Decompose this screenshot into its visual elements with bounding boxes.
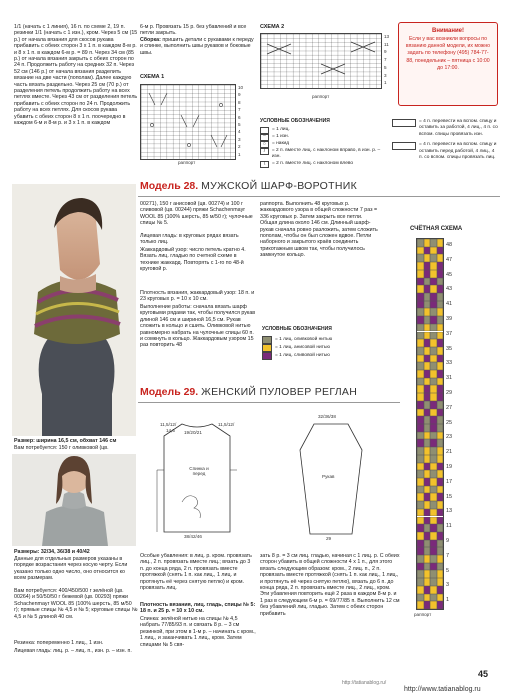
count-scheme-cell [437, 270, 444, 278]
count-scheme-cell [437, 501, 444, 509]
model-29-mid3: Спинка: зелёной нитью на спицы № 4,5 набрать 77/85/93 п. и связать 8 р. – 3 см резинкой, при этом в 1-м р. – начинать с кром., 1 лиц., и заканчивать 1 лиц., кром. Затем спицами № 5 свя- [140, 616, 256, 648]
count-scheme-cell [437, 339, 444, 347]
attention-box [398, 22, 498, 106]
count-scheme-cell [437, 262, 444, 270]
count-scheme-cell [437, 563, 444, 571]
count-scheme-cell [437, 385, 444, 393]
model-28-col1c: Жаккардовый узор: число петель кратно 4. Вязать лиц. гладью по счетной схеме в технике жаккард. Повторять с 1-го по 48-й круговой р. [140, 247, 246, 273]
cable-front-icon [392, 142, 416, 150]
count-scheme-cell [437, 439, 444, 447]
model-29-rib: Резинка: попеременно 1 лиц., 1 изн. [14, 640, 104, 646]
count-scheme-cell [437, 324, 444, 332]
model-28-size: Размер: ширина 16,5 см, обхват 146 см [14, 438, 117, 444]
scheme-1-row-numbers: 10 9 8 7 6 5 4 3 2 1 [238, 85, 244, 157]
k2tog-right-icon: / [260, 148, 269, 155]
scheme-2-row-numbers: 13 11 9 7 5 3 1 [384, 34, 390, 86]
left-column-text: 1/1 (начать с 1 линия), 16 п. по схеме 2, 19 п. резинки 1/1 (начать с 1 изн.), кром. Через 5 см (15 р.) от начала вязания для скосов рукава прибавить с обеих сторон 3 x 1 п. в каждом 8-м р. и 8 x 1 п. в каждом 6-м р. = 89 п. Через 34 см (85 р.) от начала вязания закрыть с обеих сторон по 24 п. Продолжить работу на средних 32 п. Через 52 см (146 р.) от начала вязания разделить вязание на две части (пополам). Далее каждую часть вязать раздельно. Через 25 см (70 р.) от разделения петель продолжить работу на всех петлях вместе. Через 43 см от разделения петель прибавить с обеих сторон по 24 п. Продолжить работу на всех петлях. Для скосов рукава убавить с обеих сторон 8 x 1 п. поочередно в каждом 6-м и 8-м р. и 3 x 1 п. в каждом [14, 24, 138, 127]
attention-title: Внимание! [432, 28, 464, 34]
model-28-col2: раппорта. Выполнить 48 круговых р. жаккардового узора в общей сложности 7 раз = 336 круговых р. Затем закрыть все петли. Общая длина около 146 см. Длинный шарф-рукав сначала ровно разложить, затем сложить пополам, чтобы он был сложен вдвое. Петли наборного и закрытого краёв соединить трикотажным швом так, чтобы получилось замкнутое кольцо. [260, 201, 378, 259]
legend-2-title: УСЛОВНЫЕ ОБОЗНАЧЕНИЯ [262, 326, 332, 332]
back-neck-width: 19/20/21 [184, 430, 202, 435]
count-scheme-cell [437, 254, 444, 262]
count-scheme-cell [437, 293, 444, 301]
count-scheme-cell [437, 308, 444, 316]
count-scheme-cell [437, 463, 444, 471]
model-29-mid2: Плотность вязания, лиц. гладь, спицы № 5: 18 п. и 25 р. = 10 x 10 см. [140, 602, 256, 615]
count-scheme-cell [437, 316, 444, 324]
count-scheme-cell [437, 362, 444, 370]
purl-symbol-icon: – [260, 134, 269, 141]
scheme-1-rapport: раппорт [178, 160, 196, 165]
footer-watermark-url: http://tatianablog.ru/ [342, 680, 387, 686]
sleeve-bottom-width: 29 [326, 536, 332, 541]
attention-text: Если у вас возникли вопросы по вязанию данной модели, их можно задать по телефону (495) 784-77-88, понедельник – пятница с 10:00 до 17:00. [405, 36, 491, 71]
count-scheme-cell [437, 278, 444, 286]
count-scheme-cell [437, 509, 444, 517]
cable-back-icon [392, 119, 416, 127]
legend-2: = 1 лиц. оливковой нитью = 1 лиц. анисовой нитью = 1 лиц. сливовой нитью [262, 336, 380, 360]
back-front-schematic [142, 410, 252, 545]
sleeve-top-width: 32/36/38 [318, 414, 336, 419]
model-29-face: Лицевая гладь: лиц. р. – лиц. п., изн. р. – изн. п. [14, 648, 132, 654]
count-scheme-cell [437, 555, 444, 563]
count-scheme-cell [437, 370, 444, 378]
count-scheme-cell [437, 378, 444, 386]
back-bottom-width: 38/42/46 [184, 534, 202, 539]
count-scheme-rows: 48 47 45 43 41 39 37 35 33 31 29 27 25 23 21 19 17 15 13 11 9 7 5 3 1 [446, 242, 453, 604]
count-scheme-cell [437, 601, 444, 609]
back-front-label: Спинка и перед [189, 466, 209, 476]
scheme-2-label: СХЕМА 2 [260, 24, 285, 30]
count-scheme-cell [437, 239, 444, 247]
sleeve-label: Рукав [322, 474, 335, 479]
middle-column-text: 6-м р. Провязать 15 р. без убавлений и все петли закрыть. [140, 24, 247, 37]
count-scheme-cell [437, 393, 444, 401]
count-scheme-cell [437, 355, 444, 363]
legend-left: = 1 лиц. – = 1 изн. ○ = накид / = 2 п. вместе лиц. с наклоном вправо, в изн. р. – изн. \ = 2 п. вместе лиц. с наклоном влево [260, 127, 388, 168]
model-29-right: зать 8 р. = 3 см лиц. гладью, начиная с 1 лиц. р. С обеих сторон убавить в общей сложности 4 x 1 п., для этого вязать следующим образом: кром., 2 лиц. п., 2 п. провязать вместе протяжкой (снять 1 п. как лиц., 1 лиц., и протянуть её через снятую петлю), вязать до 6 п. до конца ряда, 2 п. провязать вместе лиц., 2 лиц., кром. Эти убавления повторить ещё 2 раза в каждом 8-м р. и 1 раз в следующем 6-м р. = 69/77/85 п. Выполнить 12 см без убавлений лиц. гладью. Затем с обеих сторон прибавить [260, 553, 400, 617]
count-scheme-cell [437, 524, 444, 532]
model-28-col1e: Выполнение работы: сначала вязать шарф круговыми рядами так, чтобы получился рукав длиной 146 см и шириной 16,5 см. Рукав сложить в кольцо и сшить. Оливковой нитью равномерно набрать на чулочные спицы 60 п. и сомкнуть в кольцо. Жаккардовым узором 15 раз повторить 48 [140, 304, 256, 349]
count-scheme-cell [437, 540, 444, 548]
count-scheme-grid [416, 238, 444, 610]
count-scheme-cell [437, 470, 444, 478]
anise-square-icon [262, 344, 272, 352]
knit-symbol-icon [260, 127, 269, 134]
count-scheme-title: СЧЁТНАЯ СХЕМА [410, 226, 463, 232]
count-scheme-cell [437, 332, 444, 340]
count-scheme-cell [437, 570, 444, 578]
count-scheme-cell [437, 547, 444, 555]
count-scheme-cell [437, 409, 444, 417]
legend-title: УСЛОВНЫЕ ОБОЗНАЧЕНИЯ [260, 118, 330, 124]
count-scheme-cell [437, 578, 444, 586]
model-28-materials-start: Вам потребуется: 150 г оливковой (цв. [14, 445, 109, 451]
model-28-header: Модель 28. МУЖСКОЙ ШАРФ-ВОРОТНИК [140, 180, 358, 192]
count-scheme-cell [437, 532, 444, 540]
back-width-top-right: 11,5/12/ [218, 422, 235, 427]
count-scheme-cell [437, 447, 444, 455]
plum-square-icon [262, 352, 272, 360]
count-scheme-cell [437, 517, 444, 525]
model-29-header: Модель 29. ЖЕНСКИЙ ПУЛОВЕР РЕГЛАН [140, 386, 358, 398]
count-scheme-cell [437, 594, 444, 602]
count-scheme-cell [437, 416, 444, 424]
count-scheme-cell [437, 401, 444, 409]
count-scheme-cell [437, 586, 444, 594]
model-29-materials: Вам потребуется: 400/450/500 г зелёной (цв. 00264) и 50/50/50 г бежевой (цв. 00293) пряжи Schachenmayr WOOL 85 (100% шерсть, 85 м/50 г); прямые спицы № 4,5 и № 5; круговые спицы № 4,5 и № 5 длиной 40 см. [14, 588, 138, 620]
yarn-over-icon: ○ [260, 141, 269, 148]
model-28-col1d: Плотность вязания, жаккардовый узор: 18 п. и 23 круговых р. = 10 x 10 см. [140, 290, 255, 303]
model-28-col1b: Лицевая гладь: в круговых рядах вязать только лиц. [140, 233, 239, 246]
count-scheme-cell [437, 347, 444, 355]
sleeve-schematic [286, 410, 376, 545]
scheme-2-rapport: раппорт [312, 94, 330, 99]
model-29-divider [138, 402, 400, 403]
scheme-1-grid [140, 84, 236, 160]
footer-site-url: http://www.tatianablog.ru [404, 686, 481, 693]
count-scheme-cell [437, 301, 444, 309]
count-scheme-cell [437, 247, 444, 255]
k2tog-left-icon: \ [260, 161, 269, 168]
back-width-top-left-b: 14,5 [166, 428, 175, 433]
count-scheme-cell [437, 432, 444, 440]
count-scheme-cell [437, 486, 444, 494]
model-28-photo [12, 184, 136, 436]
count-scheme-cell [437, 493, 444, 501]
count-scheme-cell [437, 424, 444, 432]
model-29-intro: Данные для отдельных размеров указаны в порядке возрастания через косую черту. Если указано только одно число, оно относится ко всем размерам. [14, 556, 128, 582]
model-28-divider [138, 196, 500, 197]
assembly-text: Сборка: пришить детали с рукавами к переду и спинке, выполнить швы рукавов и боковые швы. [140, 37, 254, 56]
olive-square-icon [262, 336, 272, 344]
scheme-2-grid [260, 33, 382, 89]
model-29-sizes: Размеры: 32/34, 36/38 и 40/42 [14, 549, 90, 555]
legend-right: = 4 п. перевести на вспом. спицу и оставить за работой, 4 лиц., 4 п. со вспом. спицы провязать изн. = 4 п. перевести на вспом. спицу и оставить перед работой, 4 лиц., 4 п. со вспом. спицы провязать лиц. [392, 119, 498, 161]
count-scheme-cell [437, 478, 444, 486]
count-scheme-rapport: раппорт [414, 612, 432, 617]
count-scheme-cell [437, 285, 444, 293]
model-29-photo [12, 454, 136, 546]
page-number: 45 [478, 669, 489, 679]
model-28-col1a: 00271), 150 г анисовой (цв. 00274) и 100 г сливовой (цв. 00244) пряжи Schachenmayr WOOL 85 (100% шерсть, 85 м/50 г); чулочные спицы № 5. [140, 201, 253, 227]
count-scheme-cell [437, 455, 444, 463]
scheme-1-label: СХЕМА 1 [140, 74, 165, 80]
model-29-mid1: Особые убавления: в лиц. р. кром. провязать лиц., 2 п. провязать вместе лиц.; вязать до 3 п. до конца ряда, 2 п. провязать вместе протяжкой (снять 1 п. как лиц., 1 лиц. и протянуть её через снятую петлю) и кром. провязать лиц. [140, 553, 252, 592]
back-width-top-left: 11,5/12/ [160, 422, 177, 427]
